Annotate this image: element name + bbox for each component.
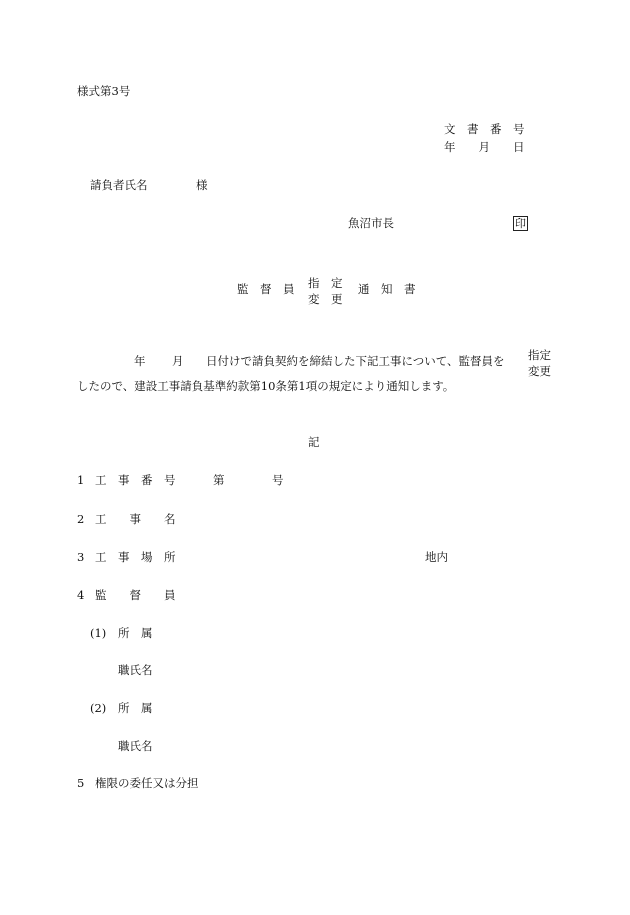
form-number: 様式第3号 bbox=[77, 84, 131, 98]
item-label-authority-delegation: 権限の委任又は分担 bbox=[95, 776, 199, 790]
supervisor-name-label: 職氏名 bbox=[118, 739, 153, 753]
body-year: 年 bbox=[134, 354, 146, 368]
supervisor-number: (1) bbox=[90, 626, 107, 640]
item-label-construction-name: 工 事 名 bbox=[95, 512, 176, 526]
item-value-prefix: 第 bbox=[213, 473, 225, 487]
item-label-supervisor: 監 督 員 bbox=[95, 588, 176, 602]
title-option-stack bbox=[308, 276, 343, 307]
body-line-2: したので、建設工事請負基準約款第10条第1項の規定により通知します。 bbox=[77, 379, 455, 393]
supervisor-number: (2) bbox=[90, 701, 107, 715]
item-number: 2 bbox=[77, 512, 85, 526]
item-number: 1 bbox=[77, 473, 85, 487]
supervisor-dept-label: 所 属 bbox=[118, 701, 153, 715]
title-suffix: 通 知 書 bbox=[358, 282, 416, 296]
item-value-suffix: 号 bbox=[272, 473, 284, 487]
item-label-construction-number: 工 事 番 号 bbox=[95, 473, 176, 487]
title-option-designate: 指 定 bbox=[308, 276, 343, 290]
item-value-suffix: 地内 bbox=[425, 550, 448, 564]
supervisor-dept-label: 所 属 bbox=[118, 626, 153, 640]
issuer-name: 魚沼市長 bbox=[348, 216, 394, 230]
item-number: 5 bbox=[77, 776, 85, 790]
body-option-change: 変更 bbox=[528, 363, 551, 378]
body-month: 月 bbox=[172, 354, 184, 368]
document-number-label: 文 書 番 号 bbox=[444, 122, 525, 136]
record-heading: 記 bbox=[308, 435, 320, 449]
supervisor-name-label: 職氏名 bbox=[118, 663, 153, 677]
seal-mark: 印 bbox=[515, 217, 526, 230]
date-line: 年 月 日 bbox=[444, 140, 525, 154]
addressee-label: 請負者氏名 bbox=[90, 178, 148, 192]
item-number: 4 bbox=[77, 588, 85, 602]
title-prefix: 監 督 員 bbox=[237, 282, 295, 296]
title-option-change: 変 更 bbox=[308, 291, 343, 306]
addressee-honorific: 様 bbox=[196, 178, 208, 192]
item-number: 3 bbox=[77, 550, 85, 564]
item-label-construction-site: 工 事 場 所 bbox=[95, 550, 176, 564]
body-option-stack bbox=[528, 348, 551, 379]
body-line-1: 日付けで請負契約を締結した下記工事について、監督員を bbox=[206, 354, 505, 368]
body-option-designate: 指定 bbox=[528, 348, 551, 362]
